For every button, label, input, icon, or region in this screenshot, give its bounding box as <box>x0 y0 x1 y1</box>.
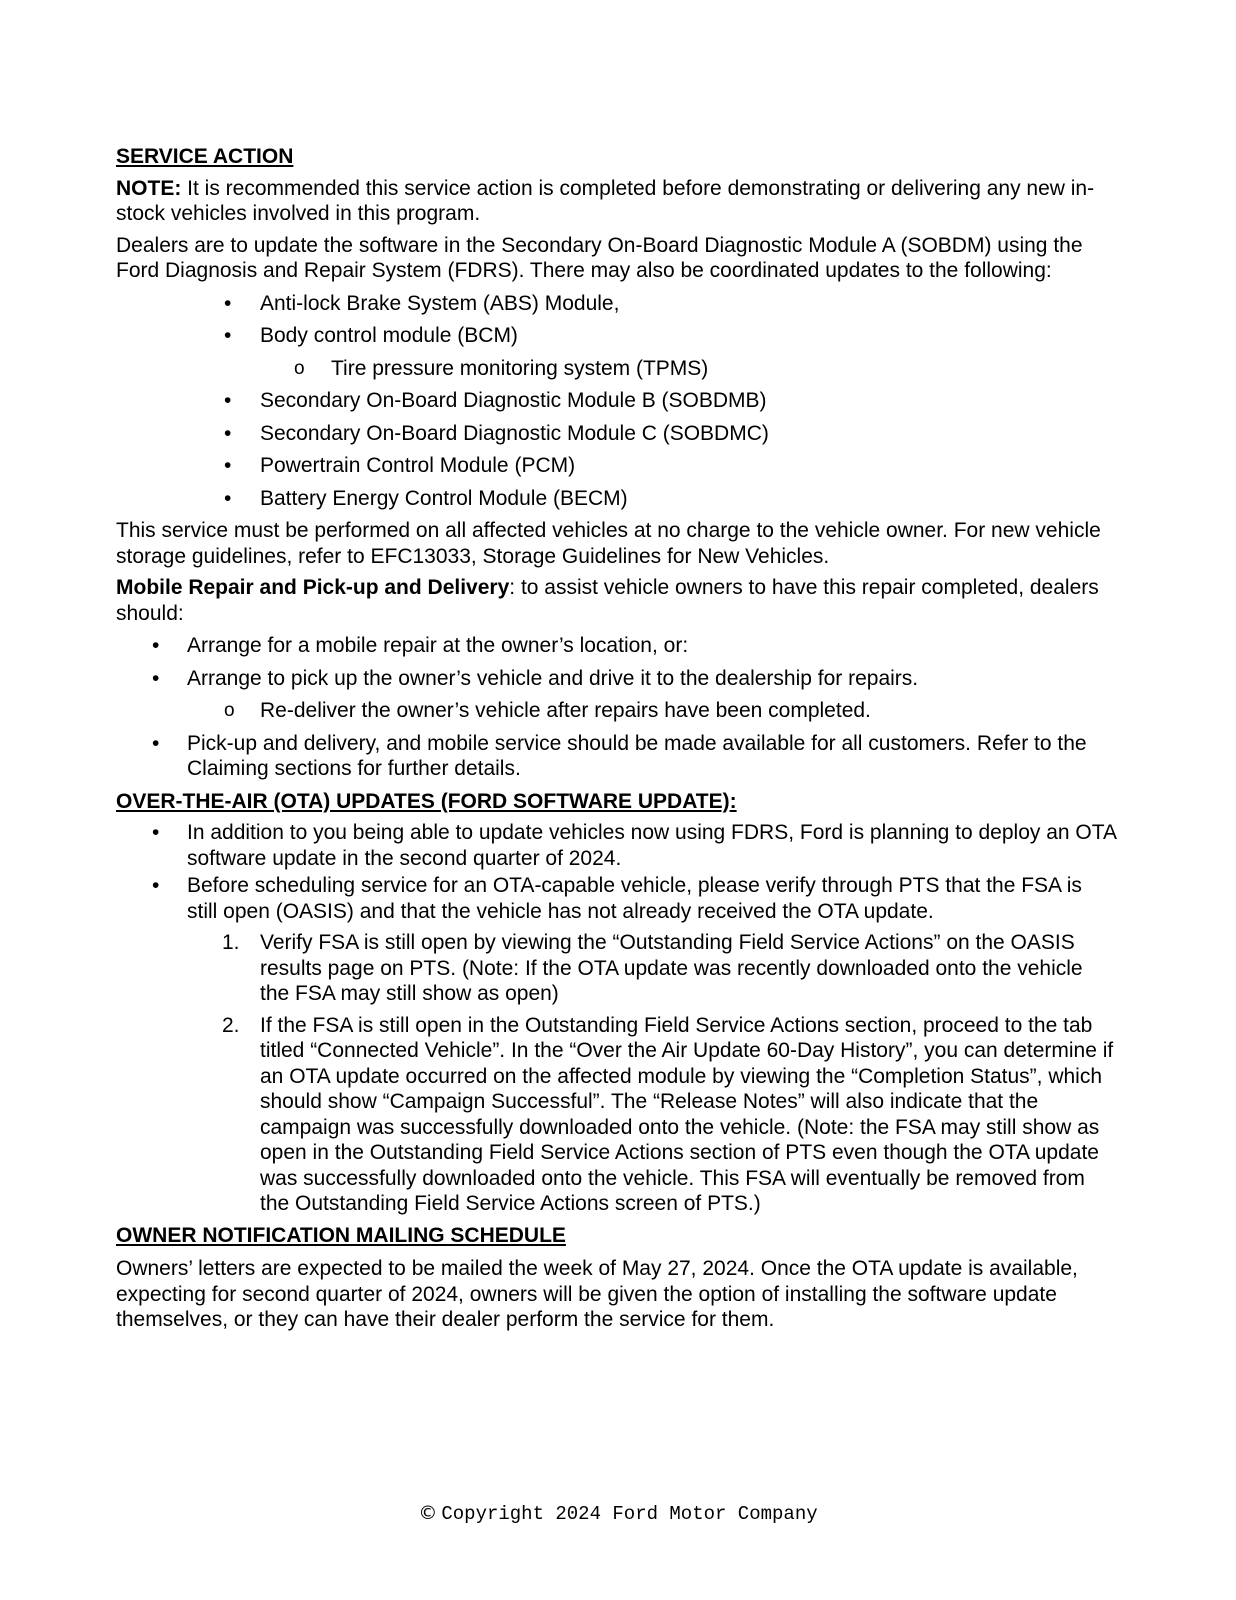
sub-list-item: o Tire pressure monitoring system (TPMS) <box>294 356 709 380</box>
document-body <box>116 144 1116 1333</box>
note-paragraph <box>116 176 1116 227</box>
circle-bullet-icon: o <box>224 700 235 721</box>
mobile-label: Mobile Repair and Pick-up and Delivery <box>116 576 510 599</box>
list-item: • Arrange for a mobile repair at the owner’s location, or: <box>152 634 689 657</box>
list-item: • Body control module (BCM) <box>224 324 518 347</box>
copyright-icon: © <box>418 1502 438 1524</box>
step-number: 1. <box>222 931 240 954</box>
list-item: • Anti-lock Brake System (ABS) Module, <box>224 291 620 315</box>
bullet-icon: • <box>224 389 232 412</box>
bullet-icon: • <box>224 291 232 315</box>
bullet-icon: • <box>224 324 232 347</box>
bullet-icon: • <box>224 486 232 510</box>
ota-steps <box>116 930 1116 1217</box>
mobile-text: : to assist vehicle owners to have this repair completed, dealers should: <box>116 576 1099 625</box>
list-item: • Before scheduling service for an OTA-capable vehicle, please verify through PTS that the FSA is still open (OASIS) and that the vehicle has not already received the OTA update. <box>152 874 1082 923</box>
bullet-icon: • <box>224 454 232 477</box>
list-item: • Arrange to pick up the owner’s vehicle and drive it to the dealership for repairs. <box>152 666 919 690</box>
module-list <box>116 291 1116 512</box>
bullet-icon: • <box>152 666 160 690</box>
intro-paragraph: Dealers are to update the software in the Secondary On-Board Diagnostic Module A (SOBDM) using the Ford Diagnosis and Repair System (FDRS). There may also be coordinated updates to the following: <box>116 233 1083 282</box>
list-item: 2. If the FSA is still open in the Outstanding Field Service Actions section, proceed to the tab titled “Connected Vehicle”. In the “Over the Air Update 60-Day History”, you can determine if an OTA update occurred on the affected module by viewing the “Completion Status”, which should show “Campaign Successful”. The “Release Notes” will also indicate that the campaign was successfully downloaded onto the vehicle. (Note: the FSA may still show as open in the Outstanding Field Service Actions section of PTS even though the OTA update was successfully downloaded onto the vehicle. This FSA will eventually be removed from the Outstanding Field Service Actions screen of PTS.) <box>222 1013 1114 1215</box>
bullet-icon: • <box>152 821 160 844</box>
sub-list-item: o Re-deliver the owner’s vehicle after repairs have been completed. <box>224 699 871 722</box>
mobile-paragraph <box>116 575 1116 626</box>
ota-list <box>116 820 1116 924</box>
note-text: It is recommended this service action is completed before demonstrating or delivering any new in-stock vehicles involved in this program. <box>116 176 1095 225</box>
list-item: • Secondary On-Board Diagnostic Module B (SOBDMB) <box>224 389 767 412</box>
copyright-text: Copyright 2024 Ford Motor Company <box>441 1503 818 1525</box>
list-item: • Powertrain Control Module (PCM) <box>224 454 576 477</box>
list-item: • Battery Energy Control Module (BECM) <box>224 486 628 510</box>
bullet-icon: • <box>152 634 160 657</box>
step-number: 2. <box>222 1013 240 1037</box>
bullet-icon: • <box>152 731 160 755</box>
bullet-icon: • <box>224 421 232 445</box>
list-item: • Secondary On-Board Diagnostic Module C (SOBDMC) <box>224 421 769 445</box>
circle-bullet-icon: o <box>294 357 305 379</box>
mobile-list <box>116 633 1116 782</box>
list-item: 1. Verify FSA is still open by viewing the “Outstanding Field Service Actions” on the OASIS results page on PTS. (Note: If the OTA update was recently downloaded onto the vehicle the FSA may still show as open) <box>222 931 1083 1005</box>
ota-heading: OVER-THE-AIR (OTA) UPDATES (FORD SOFTWARE UPDATE): <box>116 789 737 813</box>
note-label: NOTE: <box>116 176 182 200</box>
bullet-icon: • <box>152 874 160 897</box>
no-charge-paragraph: This service must be performed on all affected vehicles at no charge to the vehicle owner. For new vehicle storage guidelines, refer to EFC13033, Storage Guidelines for New Vehicles. <box>116 519 1101 568</box>
list-item: • In addition to you being able to update vehicles now using FDRS, Ford is planning to deploy an OTA software update in the second quarter of 2024. <box>152 821 1116 870</box>
owner-notification-heading: OWNER NOTIFICATION MAILING SCHEDULE <box>116 1223 566 1247</box>
owner-paragraph: Owners’ letters are expected to be mailed the week of May 27, 2024. Once the OTA update is available, expecting for second quarter of 2024, owners will be given the option of installing the software update themselves, or they can have their dealer perform the service for them. <box>116 1257 1078 1331</box>
service-action-heading: SERVICE ACTION <box>116 145 294 168</box>
list-item: • Pick-up and delivery, and mobile service should be made available for all customers. Refer to the Claiming sections for further details. <box>152 731 1087 780</box>
footer <box>0 1502 1236 1525</box>
